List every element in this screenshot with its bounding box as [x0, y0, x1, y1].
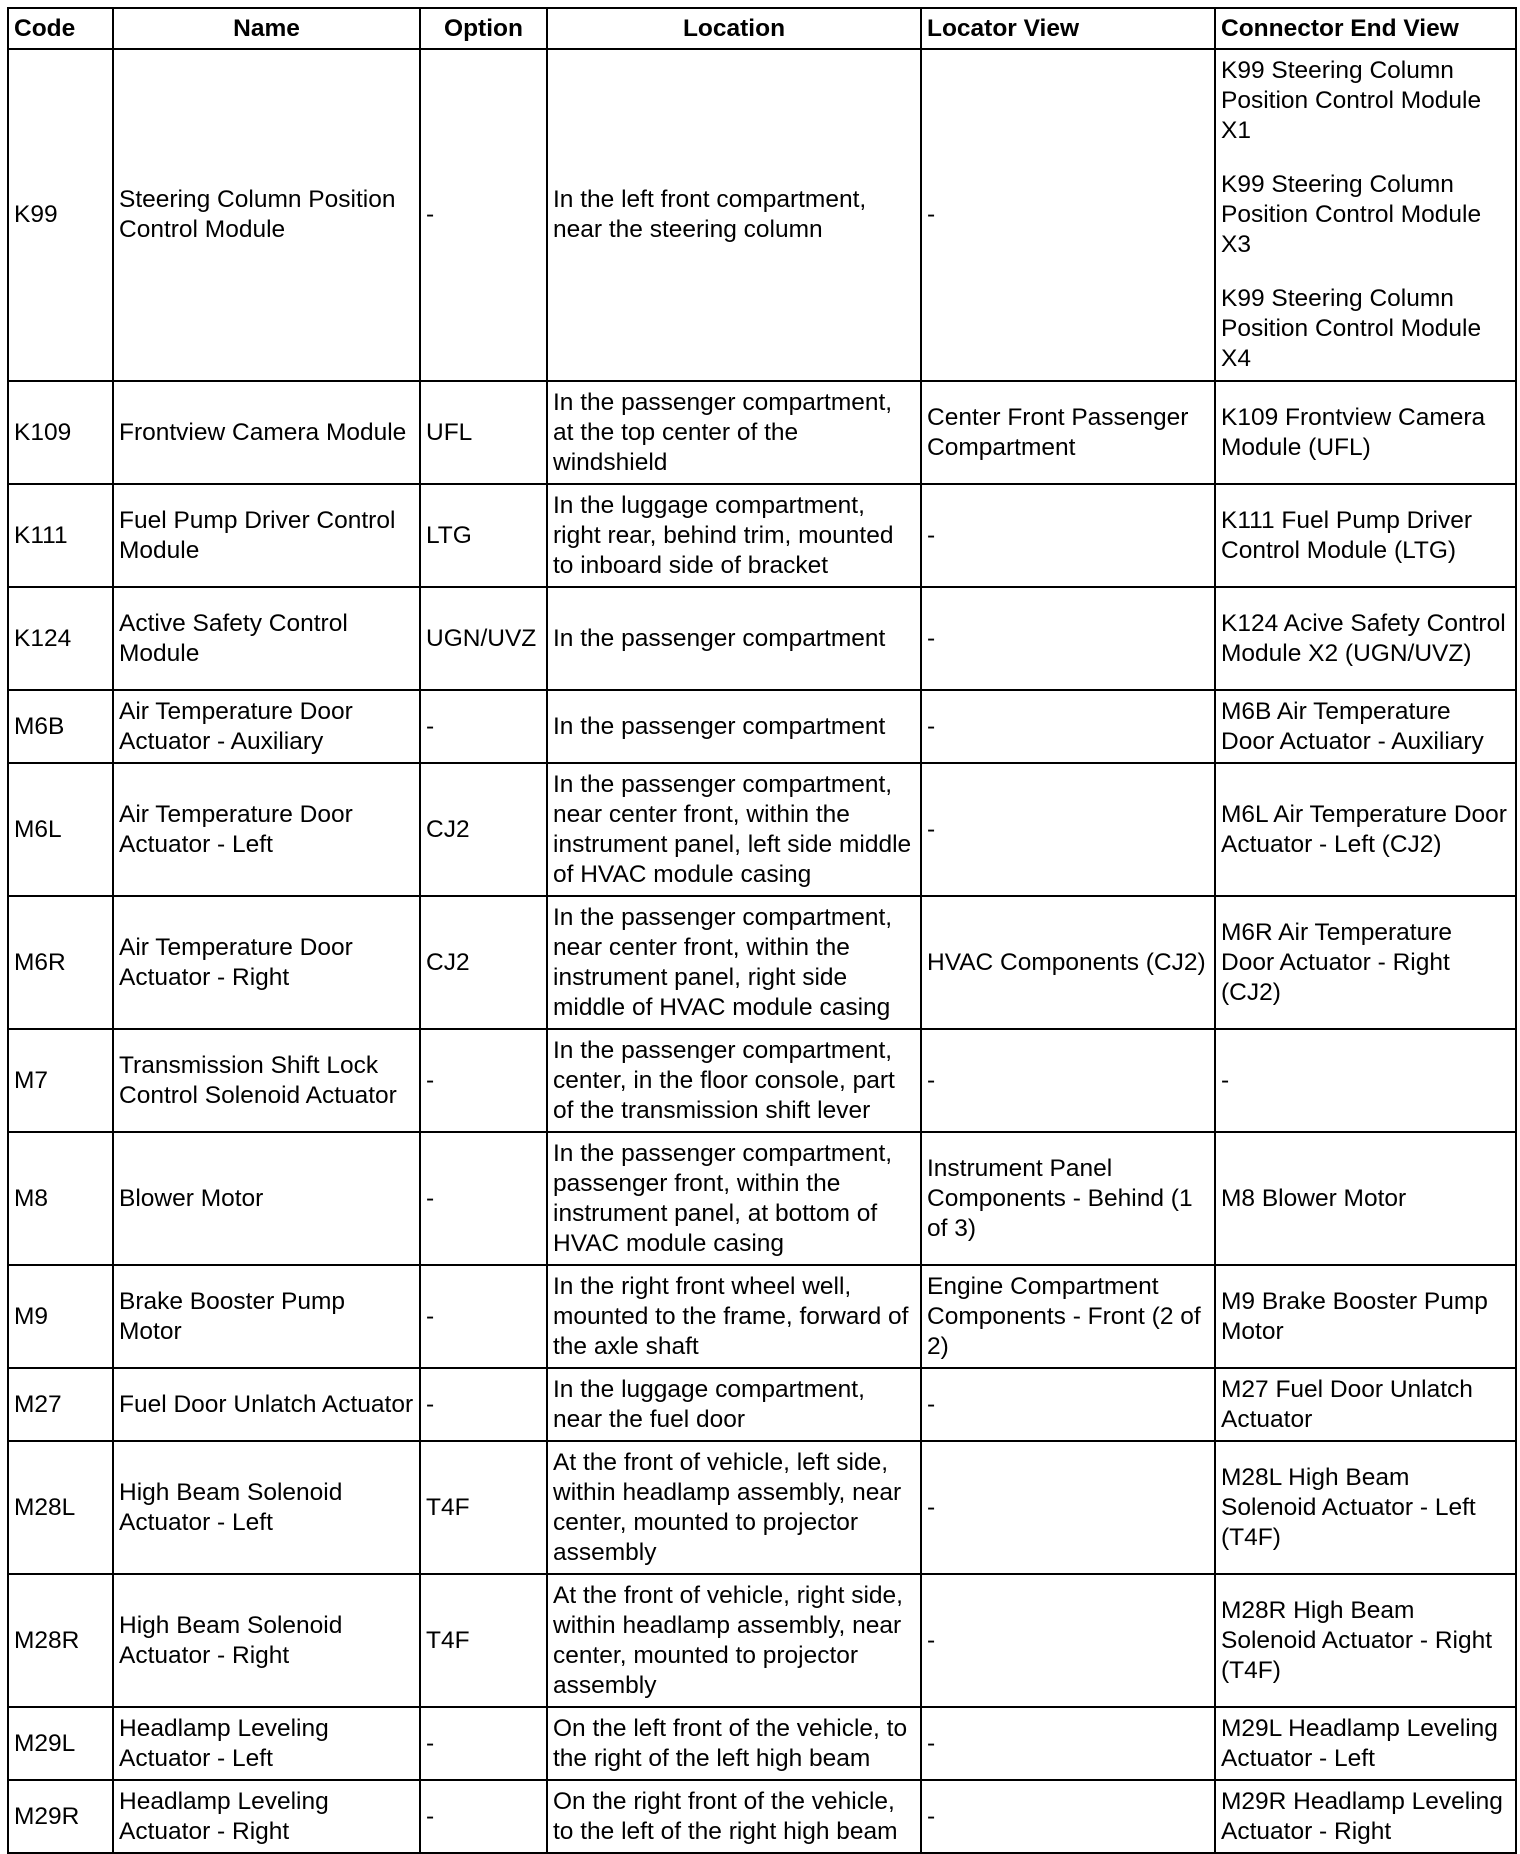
cell-connector-end-view	[1215, 587, 1516, 690]
connector-link[interactable]: M29R Headlamp Leveling Actuator - Right	[1221, 1787, 1503, 1845]
cell-name: High Beam Solenoid Actuator - Left	[113, 1441, 420, 1574]
cell-connector-end-view	[1215, 381, 1516, 484]
cell-connector-end-view	[1215, 1441, 1516, 1574]
cell-code: M7	[8, 1029, 113, 1132]
cell-locator-view: -	[921, 1780, 1215, 1853]
connector-link[interactable]: K124 Acive Safety Control Module X2 (UGN/UVZ)	[1221, 609, 1506, 667]
header-name: Name	[113, 8, 420, 49]
table-row	[8, 484, 1516, 587]
table-row	[8, 1265, 1516, 1368]
cell-location: On the right front of the vehicle, to the left of the right high beam	[547, 1780, 921, 1853]
cell-name: Air Temperature Door Actuator - Left	[113, 763, 420, 896]
cell-locator-view: -	[921, 763, 1215, 896]
cell-name: High Beam Solenoid Actuator - Right	[113, 1574, 420, 1707]
cell-locator-view[interactable]: Center Front Passenger Compartment	[921, 381, 1215, 484]
cell-locator-view: -	[921, 1029, 1215, 1132]
table-row	[8, 1132, 1516, 1265]
cell-connector-end-view	[1215, 1574, 1516, 1707]
cell-option: LTG	[420, 484, 547, 587]
cell-name: Air Temperature Door Actuator - Right	[113, 896, 420, 1029]
cell-locator-view: -	[921, 1707, 1215, 1780]
table-row	[8, 1029, 1516, 1132]
cell-location: In the passenger compartment, center, in the floor console, part of the transmission shift lever	[547, 1029, 921, 1132]
table-row	[8, 1707, 1516, 1780]
cell-option: -	[420, 1707, 547, 1780]
cell-name: Brake Booster Pump Motor	[113, 1265, 420, 1368]
cell-locator-view: -	[921, 484, 1215, 587]
table-row	[8, 896, 1516, 1029]
header-connector-end-view: Connector End View	[1215, 8, 1516, 49]
cell-connector-end-view	[1215, 1132, 1516, 1265]
cell-location: At the front of vehicle, right side, within headlamp assembly, near center, mounted to projector assembly	[547, 1574, 921, 1707]
connector-link[interactable]: M6L Air Temperature Door Actuator - Left (CJ2)	[1221, 800, 1507, 858]
connector-link[interactable]: M27 Fuel Door Unlatch Actuator	[1221, 1375, 1473, 1433]
cell-code: M6R	[8, 896, 113, 1029]
connector-link[interactable]: K111 Fuel Pump Driver Control Module (LTG)	[1221, 506, 1472, 564]
table-row	[8, 690, 1516, 763]
connector-link[interactable]: M29L Headlamp Leveling Actuator - Left	[1221, 1714, 1498, 1772]
cell-location: In the passenger compartment	[547, 690, 921, 763]
cell-code: K124	[8, 587, 113, 690]
connector-link[interactable]: M28L High Beam Solenoid Actuator - Left (T4F)	[1221, 1463, 1476, 1551]
cell-locator-view: -	[921, 1441, 1215, 1574]
cell-location: At the front of vehicle, left side, within headlamp assembly, near center, mounted to projector assembly	[547, 1441, 921, 1574]
cell-location: In the luggage compartment, near the fuel door	[547, 1368, 921, 1441]
header-location: Location	[547, 8, 921, 49]
cell-locator-view: -	[921, 587, 1215, 690]
cell-option: -	[420, 1132, 547, 1265]
header-locator-view: Locator View	[921, 8, 1215, 49]
table-row	[8, 763, 1516, 896]
connector-link[interactable]: M9 Brake Booster Pump Motor	[1221, 1287, 1488, 1345]
cell-option: UGN/UVZ	[420, 587, 547, 690]
cell-name: Air Temperature Door Actuator - Auxiliary	[113, 690, 420, 763]
cell-location: On the left front of the vehicle, to the right of the left high beam	[547, 1707, 921, 1780]
header-code: Code	[8, 8, 113, 49]
cell-option: T4F	[420, 1441, 547, 1574]
cell-option: -	[420, 1368, 547, 1441]
header-option: Option	[420, 8, 547, 49]
cell-locator-view[interactable]: Engine Compartment Components - Front (2 of 2)	[921, 1265, 1215, 1368]
cell-connector-end-view	[1215, 484, 1516, 587]
cell-location: In the passenger compartment, near center front, within the instrument panel, right side middle of HVAC module casing	[547, 896, 921, 1029]
cell-name: Steering Column Position Control Module	[113, 49, 420, 381]
cell-connector-end-view	[1215, 896, 1516, 1029]
cell-option: CJ2	[420, 896, 547, 1029]
cell-connector-end-view	[1215, 49, 1516, 381]
cell-code: M29L	[8, 1707, 113, 1780]
cell-code: M6L	[8, 763, 113, 896]
cell-option: -	[420, 1029, 547, 1132]
table-row	[8, 1574, 1516, 1707]
cell-locator-view[interactable]: Instrument Panel Components - Behind (1 of 3)	[921, 1132, 1215, 1265]
cell-connector-end-view	[1215, 1265, 1516, 1368]
connector-link[interactable]: K99 Steering Column Position Control Module X3	[1221, 171, 1482, 258]
connector-link[interactable]: K109 Frontview Camera Module (UFL)	[1221, 403, 1486, 461]
cell-code: M27	[8, 1368, 113, 1441]
cell-name: Blower Motor	[113, 1132, 420, 1265]
connector-link[interactable]: M28R High Beam Solenoid Actuator - Right (T4F)	[1221, 1596, 1493, 1684]
cell-locator-view[interactable]: HVAC Components (CJ2)	[921, 896, 1215, 1029]
cell-location: In the right front wheel well, mounted to the frame, forward of the axle shaft	[547, 1265, 921, 1368]
cell-option: -	[420, 690, 547, 763]
cell-locator-view: -	[921, 49, 1215, 381]
table-header-row	[8, 8, 1516, 49]
table-row	[8, 1780, 1516, 1853]
cell-name: Headlamp Leveling Actuator - Right	[113, 1780, 420, 1853]
cell-locator-view: -	[921, 1368, 1215, 1441]
table-row	[8, 381, 1516, 484]
cell-option: UFL	[420, 381, 547, 484]
connector-link[interactable]: M6B Air Temperature Door Actuator - Auxiliary	[1221, 697, 1484, 755]
connector-link[interactable]: K99 Steering Column Position Control Module X1	[1221, 57, 1482, 144]
cell-name: Fuel Pump Driver Control Module	[113, 484, 420, 587]
cell-code: K111	[8, 484, 113, 587]
connector-link: -	[1221, 1066, 1230, 1094]
cell-connector-end-view	[1215, 1707, 1516, 1780]
component-locator-table-wrapper	[7, 7, 1517, 1854]
cell-connector-end-view	[1215, 1368, 1516, 1441]
connector-link[interactable]: M8 Blower Motor	[1221, 1184, 1407, 1212]
cell-name: Transmission Shift Lock Control Solenoid Actuator	[113, 1029, 420, 1132]
cell-option: -	[420, 1265, 547, 1368]
cell-location: In the passenger compartment, passenger front, within the instrument panel, at bottom of HVAC module casing	[547, 1132, 921, 1265]
cell-code: M28R	[8, 1574, 113, 1707]
table-row	[8, 49, 1516, 381]
cell-code: M29R	[8, 1780, 113, 1853]
table-row	[8, 1368, 1516, 1441]
cell-code: M8	[8, 1132, 113, 1265]
cell-code: K109	[8, 381, 113, 484]
cell-locator-view: -	[921, 1574, 1215, 1707]
cell-option: CJ2	[420, 763, 547, 896]
connector-link[interactable]: M6R Air Temperature Door Actuator - Right (CJ2)	[1221, 918, 1453, 1006]
cell-code: M9	[8, 1265, 113, 1368]
table-row	[8, 587, 1516, 690]
connector-link[interactable]: K99 Steering Column Position Control Module X4	[1221, 285, 1482, 372]
cell-location: In the passenger compartment, at the top center of the windshield	[547, 381, 921, 484]
cell-location: In the passenger compartment, near center front, within the instrument panel, left side middle of HVAC module casing	[547, 763, 921, 896]
cell-option: -	[420, 1780, 547, 1853]
cell-code: M6B	[8, 690, 113, 763]
cell-option: -	[420, 49, 547, 381]
cell-connector-end-view	[1215, 1780, 1516, 1853]
component-locator-table	[7, 7, 1517, 1854]
cell-connector-end-view	[1215, 690, 1516, 763]
cell-name: Fuel Door Unlatch Actuator	[113, 1368, 420, 1441]
cell-location: In the passenger compartment	[547, 587, 921, 690]
cell-location: In the luggage compartment, right rear, behind trim, mounted to inboard side of bracket	[547, 484, 921, 587]
cell-name: Headlamp Leveling Actuator - Left	[113, 1707, 420, 1780]
cell-option: T4F	[420, 1574, 547, 1707]
cell-name: Active Safety Control Module	[113, 587, 420, 690]
cell-connector-end-view	[1215, 763, 1516, 896]
cell-location: In the left front compartment, near the steering column	[547, 49, 921, 381]
cell-code: M28L	[8, 1441, 113, 1574]
table-row	[8, 1441, 1516, 1574]
cell-connector-end-view	[1215, 1029, 1516, 1132]
cell-code: K99	[8, 49, 113, 381]
cell-name: Frontview Camera Module	[113, 381, 420, 484]
cell-locator-view: -	[921, 690, 1215, 763]
